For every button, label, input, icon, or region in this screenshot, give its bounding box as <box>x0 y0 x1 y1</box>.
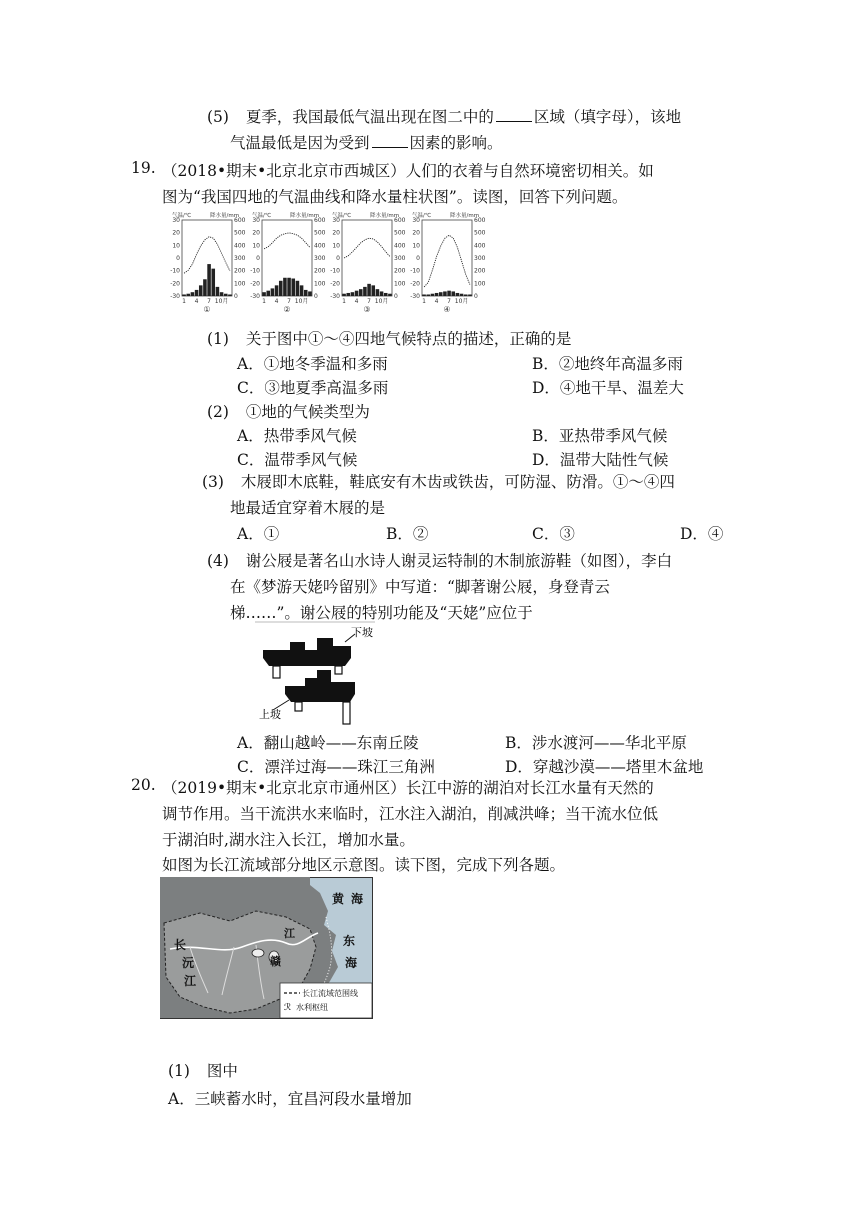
q18-5-line1 <box>207 105 681 127</box>
precip-bar <box>191 292 195 296</box>
q19-number: 19. <box>131 159 156 177</box>
left-tick-label: 10 <box>172 242 180 250</box>
map-label-gan: 赣 <box>270 955 281 968</box>
precip-bar <box>195 290 199 296</box>
right-tick-label: 0 <box>234 293 238 300</box>
precip-bar <box>426 294 430 296</box>
precip-bar <box>271 288 275 296</box>
q19-1-option-b[interactable]: B．②地终年高温多雨 <box>532 355 683 373</box>
uphill-clog-drawing <box>273 670 355 724</box>
q18-5-blank-2[interactable] <box>372 146 408 148</box>
right-tick-label: 0 <box>394 293 398 300</box>
left-tick-label: 0 <box>176 255 180 262</box>
precip-bar <box>203 279 207 296</box>
q19-stem-line1: （2018•期末•北京北京市西城区）人们的衣着与自然环境密切相关。如 <box>162 162 654 180</box>
precip-bar <box>186 294 190 296</box>
legend-dam: 水利枢纽 <box>296 1003 328 1012</box>
downhill-label: 下坡 <box>351 626 373 639</box>
precip-bar <box>279 281 283 296</box>
left-tick-label: 0 <box>256 255 260 262</box>
climate-chart-2 <box>250 211 325 314</box>
q19-3-text2: 地最适宜穿着木屐的是 <box>230 499 386 517</box>
x-tick-label: 10月 <box>454 298 469 305</box>
precip-bar <box>228 294 232 296</box>
q18-5-text-d: 因素的影响。 <box>409 134 503 152</box>
precip-bar <box>380 291 384 296</box>
precip-bar <box>384 293 388 296</box>
left-tick-label: 20 <box>332 229 340 237</box>
right-tick-label: 600 <box>394 217 406 224</box>
q19-2-number: (2) <box>207 403 229 421</box>
x-tick-label: 7 <box>367 298 371 305</box>
right-tick-label: 300 <box>314 255 326 262</box>
x-tick-label: 4 <box>434 298 439 305</box>
chart-id-label: ② <box>283 305 291 314</box>
precip-bar <box>207 264 211 296</box>
precip-bar <box>367 284 371 296</box>
right-tick-label: 600 <box>474 217 486 224</box>
precip-bar <box>342 294 346 296</box>
precip-bar <box>308 291 312 296</box>
right-tick-label: 200 <box>474 267 486 275</box>
precip-bar <box>355 291 359 296</box>
plot-frame <box>262 220 312 296</box>
downhill-clog-drawing <box>263 634 355 678</box>
left-tick-label: -30 <box>330 293 340 300</box>
right-tick-label: 200 <box>234 267 246 275</box>
q19-3-number: (3) <box>202 473 224 491</box>
legend-basin-boundary: 长江流域范围线 <box>302 989 358 998</box>
q19-4-option-b[interactable]: B．涉水渡河——华北平原 <box>505 734 687 752</box>
yangtze-basin-map <box>160 877 373 1019</box>
x-tick-label: 7 <box>447 298 451 305</box>
x-tick-label: 1 <box>262 298 266 305</box>
q19-4-text1: 谢公屐是著名山水诗人谢灵运特制的木制旅游鞋（如图），李白 <box>245 552 673 570</box>
y-right-axis-label: 降水量/mm <box>450 213 480 219</box>
left-tick-label: 20 <box>172 229 180 237</box>
q19-2-option-c[interactable]: C．温带季风气候 <box>237 451 358 469</box>
precip-bar <box>304 290 308 296</box>
q18-5-line2 <box>230 131 503 153</box>
left-tick-label: 0 <box>336 255 340 262</box>
plot-frame <box>182 220 232 296</box>
q19-1-option-a[interactable]: A．①地冬季温和多雨 <box>237 355 388 373</box>
precip-bar <box>287 278 291 296</box>
temperature-curve <box>344 238 390 258</box>
q18-5-number: (5) <box>207 108 229 126</box>
right-tick-label: 500 <box>474 229 486 237</box>
temperature-curve <box>184 237 230 274</box>
right-tick-label: 600 <box>234 217 246 224</box>
right-tick-label: 500 <box>234 229 246 237</box>
left-tick-label: 0 <box>416 255 420 262</box>
x-tick-label: 4 <box>354 298 359 305</box>
left-tick-label: 20 <box>412 229 420 237</box>
q19-1-option-d[interactable]: D．④地干旱、温差大 <box>532 379 684 397</box>
precip-bar <box>460 294 464 296</box>
y-left-axis-label: 气温/℃ <box>412 213 432 219</box>
q19-4-option-c[interactable]: C．漂洋过海——珠江三角洲 <box>237 758 435 776</box>
q18-5-blank-1[interactable] <box>496 120 532 122</box>
precip-bar <box>388 294 392 296</box>
q20-1-number: (1) <box>168 1062 190 1080</box>
q19-2-stem <box>207 400 370 422</box>
map-label-huang: 黄 <box>332 892 345 906</box>
right-tick-label: 300 <box>394 255 406 262</box>
plot-frame <box>342 220 392 296</box>
q20-1-text: 图中 <box>206 1062 238 1080</box>
map-label-hai-1: 海 <box>351 892 364 906</box>
right-tick-label: 200 <box>394 267 406 275</box>
q19-4-number: (4) <box>207 552 229 570</box>
q19-4-line1 <box>207 549 672 571</box>
left-tick-label: 30 <box>172 217 180 224</box>
q20-stem-line3: 于湖泊时,湖水注入长江，增加水量。 <box>162 831 415 849</box>
left-tick-label: -20 <box>250 280 260 288</box>
left-tick-label: -20 <box>170 280 180 288</box>
precip-bar <box>422 294 426 296</box>
q19-1-text: 关于图中①～④四地气候特点的描述，正确的是 <box>245 330 572 348</box>
chart-id-label: ① <box>203 305 211 314</box>
precip-bar <box>266 291 270 296</box>
left-tick-label: -30 <box>410 293 420 300</box>
left-tick-label: -10 <box>250 267 260 275</box>
precip-bar <box>451 291 455 296</box>
q19-4-option-a[interactable]: A．翻山越岭——东南丘陵 <box>237 734 419 752</box>
left-tick-label: -10 <box>410 267 420 275</box>
q19-3-option-c[interactable]: C．③ <box>532 525 575 543</box>
q20-stem-line2: 调节作用。当干流洪水来临时，江水注入湖泊，削减洪峰；当干流水位低 <box>162 805 659 823</box>
chart-id-label: ③ <box>363 305 371 314</box>
plot-frame <box>422 220 472 296</box>
right-tick-label: 100 <box>474 280 486 288</box>
precip-bar <box>224 294 228 296</box>
map-label-chang: 长 <box>174 938 187 952</box>
uphill-label: 上坡 <box>259 708 281 721</box>
precip-bar <box>456 293 460 296</box>
q19-stem-line2: 图为“我国四地的气温曲线和降水量柱状图”。读图，回答下列问题。 <box>162 188 628 206</box>
left-tick-label: -10 <box>170 267 180 275</box>
left-tick-label: 10 <box>252 242 260 250</box>
climate-chart-4 <box>410 211 485 314</box>
q19-1-stem <box>207 327 571 349</box>
q19-3-text1: 木屐即木底鞋，鞋底安有木齿或铁齿，可防湿、防滑。①～④四 <box>240 473 675 491</box>
precip-bar <box>447 291 451 296</box>
left-tick-label: 10 <box>332 242 340 250</box>
precip-bar <box>296 281 300 296</box>
precip-bar <box>182 294 186 296</box>
right-tick-label: 400 <box>474 242 486 250</box>
precip-bar <box>199 285 203 296</box>
q19-3-option-b[interactable]: B．② <box>386 525 429 543</box>
precip-bar <box>346 293 350 296</box>
q18-5-text-c: 气温最低是因为受到 <box>230 134 370 152</box>
left-tick-label: 20 <box>252 229 260 237</box>
right-tick-label: 0 <box>314 293 318 300</box>
y-left-axis-label: 气温/℃ <box>172 213 192 219</box>
x-tick-label: 10月 <box>294 298 309 305</box>
map-label-hai-2: 海 <box>345 956 358 970</box>
left-tick-label: -20 <box>330 280 340 288</box>
climate-chart-1 <box>170 211 245 314</box>
right-tick-label: 100 <box>234 280 246 288</box>
dam-icon: ℛ <box>284 1003 292 1013</box>
x-tick-label: 1 <box>342 298 346 305</box>
temperature-curve <box>424 235 470 287</box>
map-label-dong: 东 <box>343 934 356 948</box>
left-tick-label: 30 <box>332 217 340 224</box>
q19-2-text: ①地的气候类型为 <box>245 403 370 421</box>
q19-3-option-d[interactable]: D．④ <box>680 525 724 543</box>
left-tick-label: -30 <box>250 293 260 300</box>
q19-4-text2: 在《梦游天姥吟留别》中写道：“脚著谢公屐，身登青云 <box>230 578 610 596</box>
x-tick-label: 4 <box>194 298 199 305</box>
q20-1-stem <box>168 1059 238 1081</box>
q20-stem-line1: （2019•期末•北京北京市通州区）长江中游的湖泊对长江水量有天然的 <box>162 779 654 797</box>
q19-4-option-d[interactable]: D．穿越沙漠——塔里木盆地 <box>505 758 704 776</box>
q19-1-option-c[interactable]: C．③地夏季高温多雨 <box>237 379 389 397</box>
q19-1-number: (1) <box>207 330 229 348</box>
precip-bar <box>468 294 472 296</box>
precip-bar <box>431 294 435 296</box>
right-tick-label: 300 <box>474 255 486 262</box>
x-tick-label: 4 <box>274 298 279 305</box>
q18-5-text-a: 夏季，我国最低气温出现在图二中的 <box>245 108 494 126</box>
y-right-axis-label: 降水量/mm <box>290 213 320 219</box>
x-tick-label: 1 <box>422 298 426 305</box>
right-tick-label: 400 <box>234 242 246 250</box>
q19-3-option-a[interactable]: A．① <box>237 525 280 543</box>
y-right-axis-label: 降水量/mm <box>370 213 400 219</box>
right-tick-label: 400 <box>394 242 406 250</box>
left-tick-label: 30 <box>412 217 420 224</box>
q20-number: 20. <box>131 776 156 794</box>
xiegong-clog-figure <box>255 620 380 730</box>
q19-2-option-a[interactable]: A．热带季风气候 <box>237 427 357 445</box>
precip-bar <box>363 287 367 296</box>
map-label-jiang-1: 江 <box>184 974 197 988</box>
y-right-axis-label: 降水量/mm <box>210 213 240 219</box>
temperature-curve <box>264 233 310 249</box>
q19-3-line1 <box>202 470 675 492</box>
climate-charts-figure <box>170 210 490 318</box>
precip-bar <box>376 289 380 296</box>
x-tick-label: 7 <box>287 298 291 305</box>
precip-bar <box>464 294 468 296</box>
precip-bar <box>435 293 439 296</box>
precip-bar <box>300 285 304 296</box>
precip-bar <box>291 279 295 296</box>
precip-bar <box>359 289 363 296</box>
q19-2-option-d[interactable]: D．温带大陆性气候 <box>532 451 669 469</box>
left-tick-label: -30 <box>170 293 180 300</box>
precip-bar <box>283 278 287 296</box>
precip-bar <box>220 292 224 296</box>
q20-stem-line4: 如图为长江流域部分地区示意图。读下图，完成下列各题。 <box>162 856 566 874</box>
q20-1-option-a[interactable]: A．三峡蓄水时，宜昌河段水量增加 <box>168 1090 412 1108</box>
precip-bar <box>439 292 443 296</box>
precip-bar <box>443 291 447 296</box>
chart-id-label: ④ <box>443 305 451 314</box>
precip-bar <box>211 269 215 296</box>
left-tick-label: -20 <box>410 280 420 288</box>
climate-chart-3 <box>330 211 405 314</box>
q18-5-text-b: 区域（填字母），该地 <box>533 108 682 126</box>
left-tick-label: 30 <box>252 217 260 224</box>
right-tick-label: 500 <box>394 229 406 237</box>
right-tick-label: 100 <box>314 280 326 288</box>
right-tick-label: 300 <box>234 255 246 262</box>
left-tick-label: -10 <box>330 267 340 275</box>
map-label-jiang-2: 江 <box>284 927 295 940</box>
q19-2-option-b[interactable]: B．亚热带季风气候 <box>532 427 668 445</box>
right-tick-label: 200 <box>314 267 326 275</box>
y-left-axis-label: 气温/℃ <box>252 213 272 219</box>
x-tick-label: 10月 <box>214 298 229 305</box>
x-tick-label: 10月 <box>374 298 389 305</box>
right-tick-label: 100 <box>394 280 406 288</box>
right-tick-label: 400 <box>314 242 326 250</box>
y-left-axis-label: 气温/℃ <box>332 213 352 219</box>
map-label-yuan: 沅 <box>182 956 195 970</box>
q19-4-text3: 梯……”。谢公屐的特别功能及“天姥”应位于 <box>230 604 533 622</box>
precip-bar <box>262 292 266 296</box>
right-tick-label: 0 <box>474 293 478 300</box>
left-tick-label: 10 <box>412 242 420 250</box>
precip-bar <box>216 287 220 296</box>
right-tick-label: 500 <box>314 229 326 237</box>
x-tick-label: 7 <box>207 298 211 305</box>
precip-bar <box>275 285 279 296</box>
precip-bar <box>371 285 375 296</box>
x-tick-label: 1 <box>182 298 186 305</box>
right-tick-label: 600 <box>314 217 326 224</box>
precip-bar <box>351 292 355 296</box>
